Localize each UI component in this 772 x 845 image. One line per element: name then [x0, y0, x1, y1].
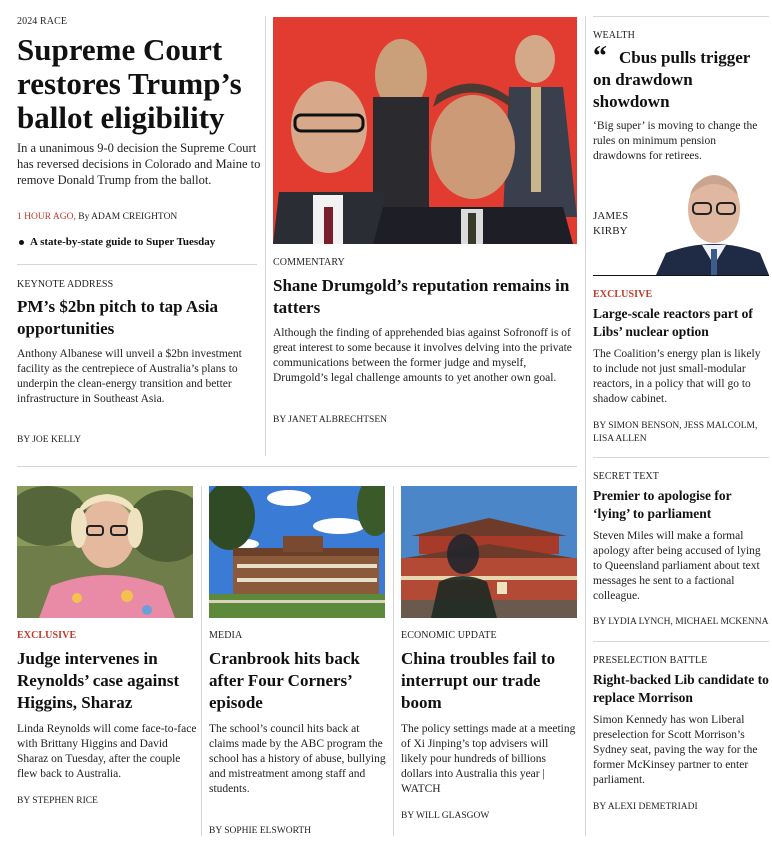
- lead-time: 1 HOUR AGO,: [17, 212, 76, 222]
- divider: [17, 466, 577, 467]
- cranbrook-kicker: MEDIA: [209, 630, 243, 641]
- divider: [593, 275, 769, 276]
- preselection-summary: Simon Kennedy has won Liberal preselection for Scott Morrison’s Sydney seat, paving the way for the former McKinsey partner to enter parliament.: [593, 714, 758, 786]
- preselection-byline[interactable]: BY ALEXI DEMETRIADI: [593, 802, 698, 812]
- author-avatar: [656, 165, 769, 275]
- preselection-headline[interactable]: Right-backed Lib candidate to replace Morrison: [593, 672, 769, 705]
- reactors-kicker: EXCLUSIVE: [593, 289, 653, 300]
- cranbrook-headline[interactable]: Cranbrook hits back after Four Corners’ episode: [209, 649, 360, 712]
- cranbrook-summary: The school’s council hits back at claims made by the ABC program the school has a history of abuse, bullying and mistreatment among staff and students.: [209, 723, 386, 795]
- reynolds-photo[interactable]: [17, 486, 193, 618]
- divider: [593, 641, 769, 642]
- cranbrook-photo[interactable]: [209, 486, 385, 618]
- reactors-headline[interactable]: Large-scale reactors part of Libs’ nuclear option: [593, 306, 753, 339]
- wealth-kicker: WEALTH: [593, 30, 635, 41]
- cranbrook-byline[interactable]: BY SOPHIE ELSWORTH: [209, 826, 311, 836]
- keynote-summary: Anthony Albanese will unveil a $2bn investment facility as the centrepiece of Australia’s plans to underpin the clean-energy transition and better infrastructure in Southeast Asia.: [17, 348, 242, 405]
- premier-byline[interactable]: BY LYDIA LYNCH, MICHAEL MCKENNA: [593, 617, 769, 627]
- divider: [585, 16, 586, 836]
- lead-kicker: 2024 RACE: [17, 16, 68, 27]
- china-kicker: ECONOMIC UPDATE: [401, 630, 497, 641]
- reynolds-kicker: EXCLUSIVE: [17, 630, 77, 641]
- keynote-headline[interactable]: PM’s $2bn pitch to tap Asia opportunities: [17, 297, 219, 338]
- divider: [17, 264, 257, 265]
- author-name[interactable]: [593, 209, 628, 239]
- china-summary: The policy settings made at a meeting of Xi Jinping’s top advisers will likely pour hundreds of billions dollars into Australia this year | WATCH: [401, 723, 576, 795]
- divider: [593, 16, 769, 17]
- preselection-kicker: PRESELECTION BATTLE: [593, 655, 708, 666]
- lead-meta: [17, 212, 177, 222]
- reynolds-headline[interactable]: Judge intervenes in Reynolds’ case against Higgins, Sharaz: [17, 649, 180, 712]
- lead-byline[interactable]: By ADAM CREIGHTON: [78, 212, 178, 222]
- keynote-byline[interactable]: BY JOE KELLY: [17, 435, 82, 445]
- divider: [593, 457, 769, 458]
- lead-summary: In a unanimous 9-0 decision the Supreme Court has reversed decisions in Colorado and Maine to remove Donald Trump from the ballot.: [17, 141, 261, 187]
- commentary-kicker: COMMENTARY: [273, 257, 345, 268]
- china-headline[interactable]: China troubles fail to interrupt our trade boom: [401, 649, 556, 712]
- commentary-photo[interactable]: [273, 17, 577, 244]
- premier-kicker: SECRET TEXT: [593, 471, 660, 482]
- divider: [265, 16, 266, 456]
- bullet-icon: [19, 240, 24, 245]
- divider: [201, 486, 202, 836]
- reynolds-summary: Linda Reynolds will come face-to-face with Brittany Higgins and David Sharaz on Tuesday, after the couple flew back to Australia.: [17, 723, 197, 780]
- author-last-name: KIRBY: [593, 225, 628, 237]
- quote-icon: “: [593, 41, 607, 72]
- reactors-summary: The Coalition’s energy plan is likely to include not just small-modular reactors, in a policy that will go to shadow cabinet.: [593, 348, 761, 405]
- china-photo[interactable]: [401, 486, 577, 618]
- lead-headline[interactable]: Supreme Court restores Trump’s ballot eligibility: [17, 32, 242, 135]
- reynolds-byline[interactable]: BY STEPHEN RICE: [17, 796, 98, 806]
- lead-related-link[interactable]: A state-by-state guide to Super Tuesday: [30, 236, 216, 248]
- wealth-headline[interactable]: Cbus pulls trigger on drawdown showdown: [593, 48, 750, 111]
- commentary-byline[interactable]: BY JANET ALBRECHTSEN: [273, 415, 388, 425]
- commentary-headline[interactable]: Shane Drumgold’s reputation remains in tatters: [273, 276, 570, 317]
- author-first-name: JAMES: [593, 210, 629, 222]
- reactors-byline[interactable]: BY SIMON BENSON, JESS MALCOLM, LISA ALLEN: [593, 421, 758, 444]
- premier-summary: Steven Miles will make a formal apology after being accused of lying to Queensland parliament about text messages he sent to a factional colleague.: [593, 530, 761, 602]
- keynote-kicker: KEYNOTE ADDRESS: [17, 279, 114, 290]
- commentary-summary: Although the finding of apprehended bias against Sofronoff is of great interest to some because it involves delving into the private communications between the former judge and myself, Drumgold’s legal challenge amounts to yet another own goal.: [273, 327, 572, 384]
- divider: [393, 486, 394, 836]
- china-byline[interactable]: BY WILL GLASGOW: [401, 811, 490, 821]
- wealth-summary: ‘Big super’ is moving to change the rules on minimum pension drawdowns for retirees.: [593, 120, 758, 162]
- premier-headline[interactable]: Premier to apologise for ‘lying’ to parliament: [593, 488, 732, 521]
